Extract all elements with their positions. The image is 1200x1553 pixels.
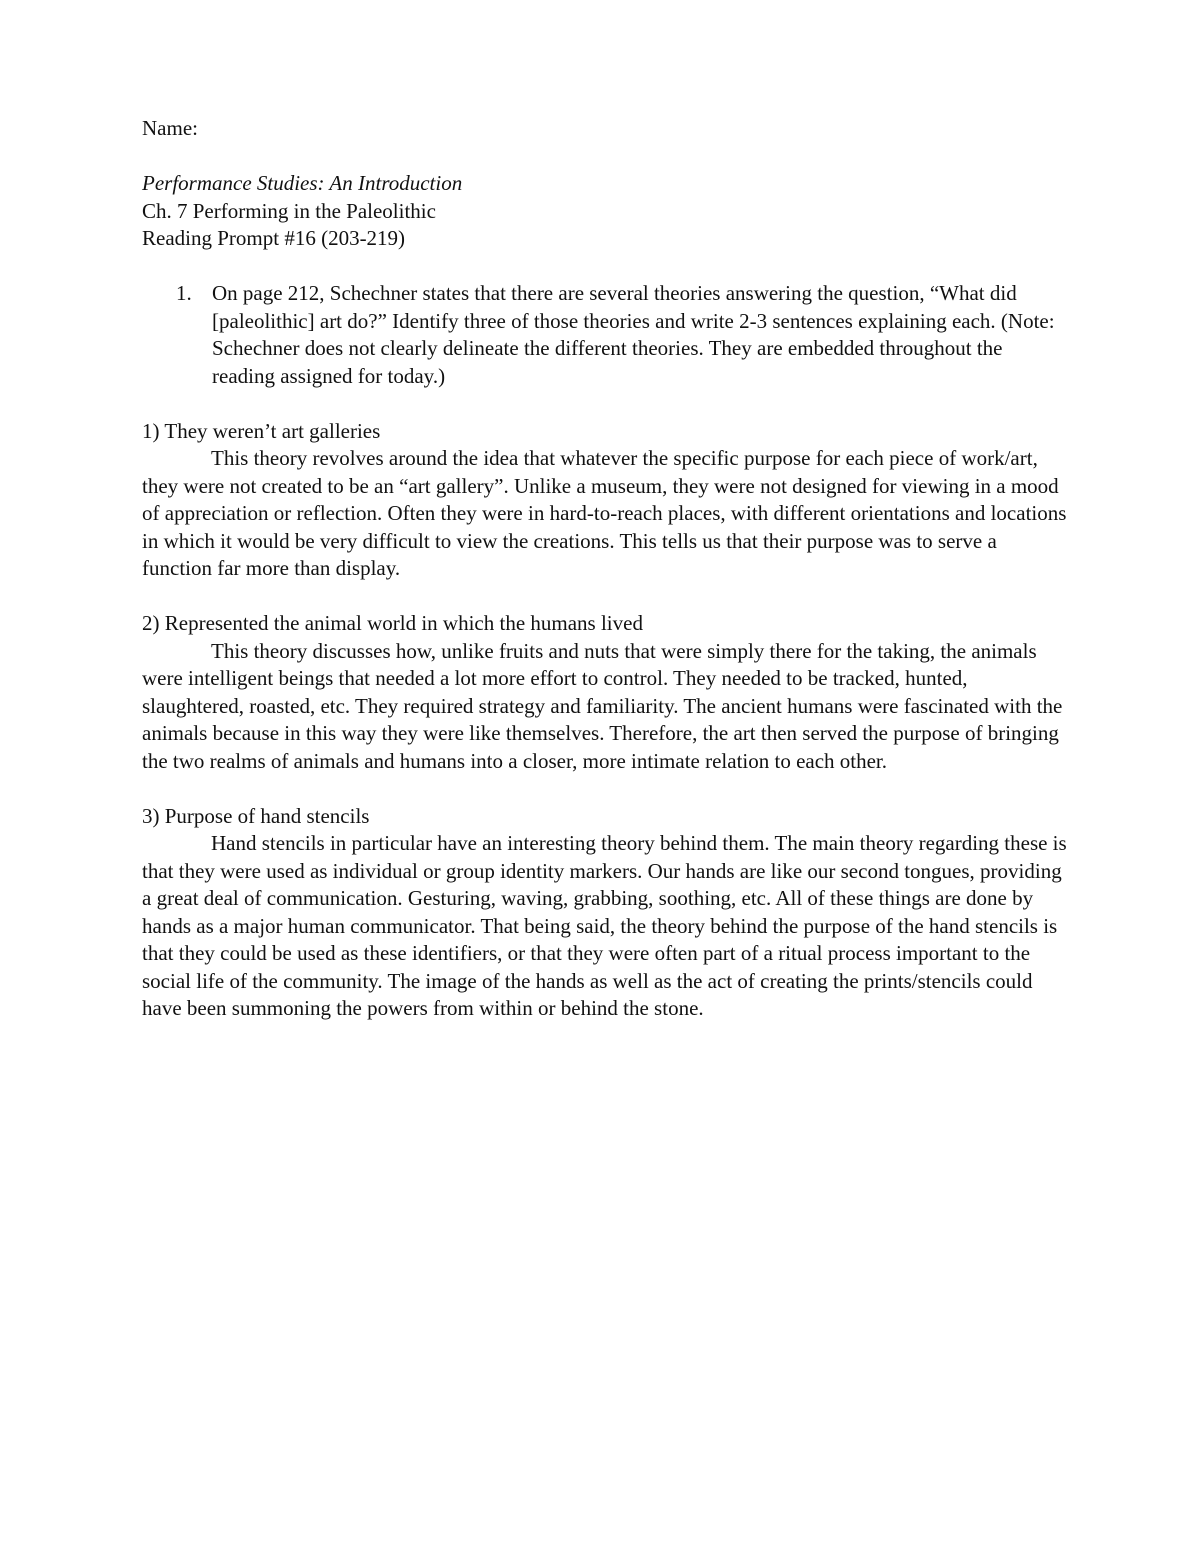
answer-heading: 3) Purpose of hand stencils — [142, 803, 370, 828]
answer-heading: 1) They weren’t art galleries — [142, 418, 381, 443]
answer-section-2 — [142, 610, 1067, 775]
question-number: 1. — [176, 281, 192, 305]
prompt-line: Reading Prompt #16 (203-219) — [142, 226, 406, 250]
question-item — [176, 280, 1067, 390]
name-label: Name: — [142, 116, 198, 140]
answer-body: Hand stencils in particular have an interesting theory behind them. The main theory regarding these is that they were used as individual or group identity markers. Our hands are like our second tongues, providing a great deal of communication. Gesturing, waving, grabbing, soothing, etc. All of these things are done by hands as a major human communicator. That being said, the theory behind the purpose of the hand stencils is that they could be used as these identifiers, or that they were often part of a ritual process important to the social life of the community. The image of the hands as well as the act of creating the prints/stencils could have been summoning the powers from within or behind the stone. — [142, 831, 1067, 1020]
document-content — [142, 115, 1067, 1023]
chapter-line: Ch. 7 Performing in the Paleolithic — [142, 198, 436, 223]
answer-section-1 — [142, 418, 1067, 583]
answer-body: This theory discusses how, unlike fruits and nuts that were simply there for the taking, the animals were intelligent beings that needed a lot more effort to control. They needed to be tracked, hunted, slaughtered, roasted, etc. They required strategy and familiarity. The ancient humans were fascinated with the animals because in this way they were like themselves. Therefore, the art then served the purpose of bringing the two realms of animals and humans into a closer, more intimate relation to each other. — [142, 638, 1063, 773]
answer-body: This theory revolves around the idea that whatever the specific purpose for each piece of work/art, they were not created to be an “art gallery”. Unlike a museum, they were not designed for viewing in a mood of appreciation or reflection. Often they were in hard-to-reach places, with different orientations and locations in which it would be very difficult to view the creations. This tells us that their purpose was to serve a function far more than display. — [142, 446, 1067, 580]
book-title: Performance Studies: An Introduction — [142, 171, 463, 195]
question-text: On page 212, Schechner states that there are several theories answering the question, “What did [paleolithic] art do?” Identify three of those theories and write 2-3 sentences explaining each. (Note: Schechner does not clearly delineate the different theories. They are embedded throughout the reading assigned for today.) — [212, 281, 1055, 388]
answer-section-3 — [142, 803, 1067, 1023]
answer-heading: 2) Represented the animal world in which the humans lived — [142, 611, 643, 635]
